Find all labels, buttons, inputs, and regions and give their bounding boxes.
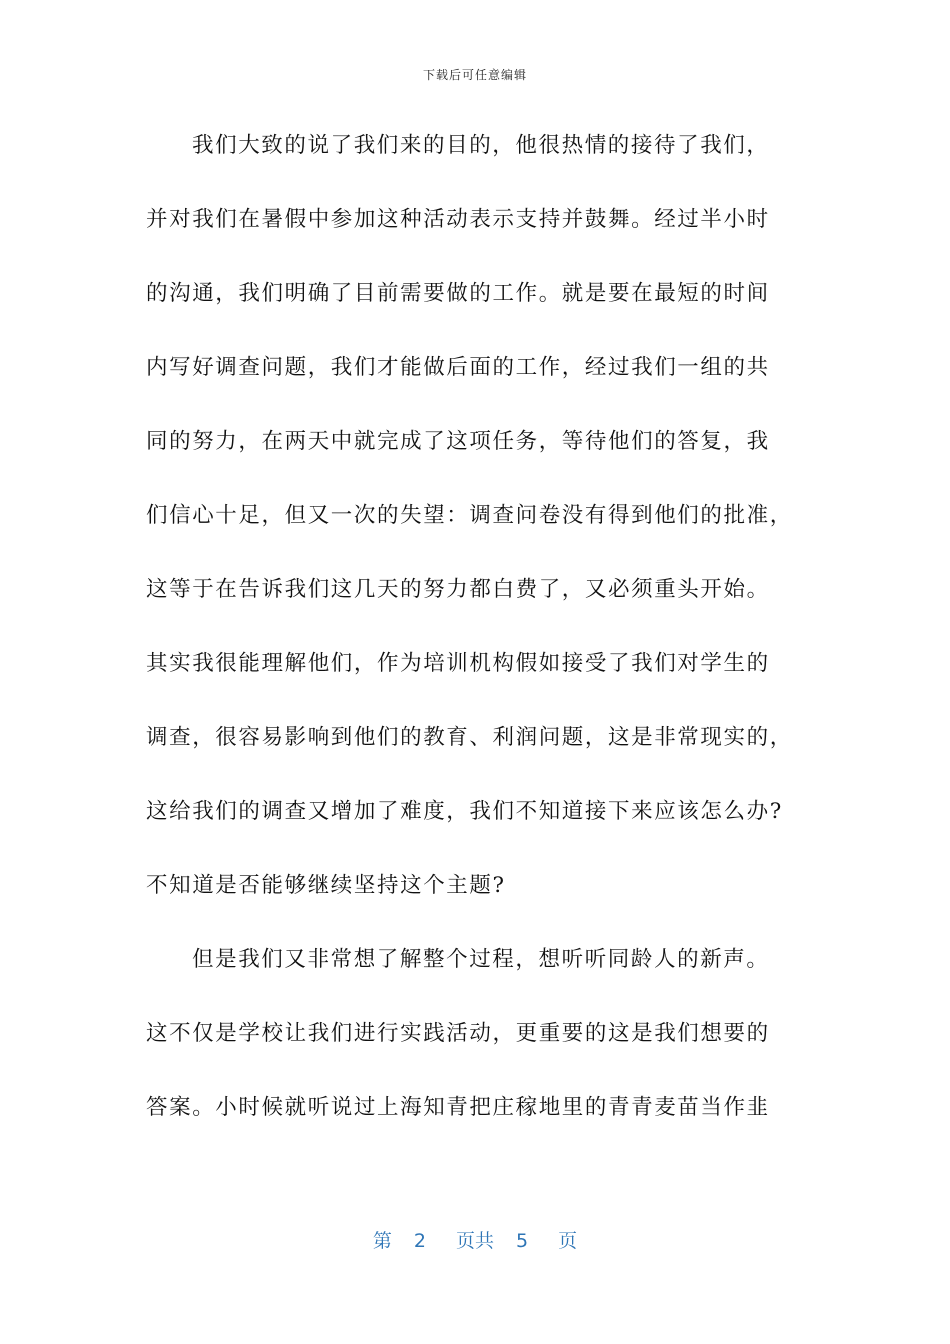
paragraph-line: 同的努力，在两天中就完成了这项任务，等待他们的答复，我	[146, 429, 770, 454]
paragraph-line: 其实我很能理解他们，作为培训机构假如接受了我们对学生的	[146, 651, 770, 676]
paragraph-line: 这等于在告诉我们这几天的努力都白费了，又必须重头开始。	[146, 577, 770, 602]
document-body	[146, 128, 796, 1164]
paragraph-line: 并对我们在暑假中参加这种活动表示支持并鼓舞。经过半小时	[146, 207, 770, 232]
footer-prefix: 第	[372, 1230, 392, 1252]
paragraph-line: 不知道是否能够继续坚持这个主题?	[146, 873, 506, 898]
page-number-footer	[0, 1226, 950, 1253]
paragraph-line: 但是我们又非常想了解整个过程，想听听同龄人的新声。	[192, 947, 770, 972]
paragraph-line: 们信心十足，但又一次的失望：调查问卷没有得到他们的批准，	[146, 503, 793, 528]
paragraph-line: 我们大致的说了我们来的目的，他很热情的接待了我们，	[192, 133, 770, 158]
paragraph-line: 内写好调查问题，我们才能做后面的工作，经过我们一组的共	[146, 355, 770, 380]
footer-middle: 页共	[455, 1230, 494, 1252]
total-page-count: 5	[516, 1230, 529, 1252]
page-header-note: 下载后可任意编辑	[422, 68, 527, 82]
paragraph-line: 这给我们的调查又增加了难度，我们不知道接下来应该怎么办?	[146, 799, 783, 824]
footer-suffix: 页	[558, 1230, 578, 1252]
paragraph-line: 的沟通，我们明确了目前需要做的工作。就是要在最短的时间	[146, 281, 770, 306]
paragraph-line: 答案。小时候就听说过上海知青把庄稼地里的青青麦苗当作韭	[146, 1095, 770, 1120]
current-page-number: 2	[413, 1230, 426, 1252]
paragraph-line: 这不仅是学校让我们进行实践活动，更重要的这是我们想要的	[146, 1021, 770, 1046]
paragraph-line: 调查，很容易影响到他们的教育、利润问题，这是非常现实的，	[146, 725, 793, 750]
